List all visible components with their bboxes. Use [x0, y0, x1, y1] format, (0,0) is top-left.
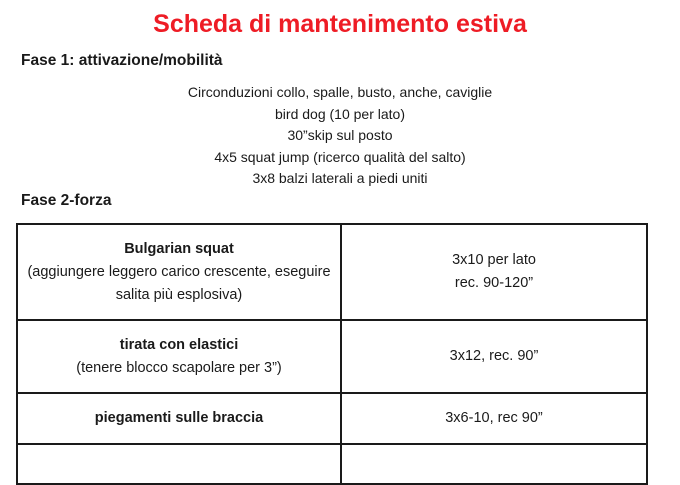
exercise-cell [17, 320, 341, 393]
page-title: Scheda di mantenimento estiva [153, 10, 527, 38]
exercise-cell [17, 444, 341, 484]
exercise-name: tirata con elastici [119, 336, 239, 353]
dose-cell [341, 444, 647, 484]
phase1-item: 30”skip sul posto [287, 127, 393, 144]
table-row [17, 320, 647, 393]
phase1-exercise-list [0, 82, 680, 190]
exercise-cell [17, 393, 341, 444]
exercise-cell [17, 224, 341, 320]
table-row [17, 224, 647, 320]
dose-line: 3x12, rec. 90” [449, 348, 539, 364]
exercise-name: Bulgarian squat [124, 240, 234, 257]
table-row [17, 444, 647, 484]
phase1-item: bird dog (10 per lato) [275, 105, 405, 122]
dose-line: 3x6-10, rec 90” [445, 410, 543, 426]
phase1-item: 3x8 balzi laterali a piedi uniti [252, 170, 428, 187]
dose-cell [341, 224, 647, 320]
table-row [17, 393, 647, 444]
phase2-heading: Fase 2-forza [21, 192, 112, 209]
exercise-note: (aggiungere leggero carico crescente, eseguire salita più esplosiva) [27, 263, 331, 303]
phase1-item: 4x5 squat jump (ricercо qualità del salto) [214, 148, 466, 165]
dose-line: rec. 90-120” [454, 275, 534, 291]
dose-cell [341, 320, 647, 393]
phase1-heading: Fase 1: attivazione/mobilità [21, 52, 223, 69]
dose-line: 3x10 per lato [452, 252, 536, 268]
exercise-name: piegamenti sulle braccia [94, 410, 264, 426]
exercise-note: (tenere blocco scapolare per 3”) [76, 359, 282, 376]
dose-cell [341, 393, 647, 444]
strength-table [16, 223, 648, 485]
phase1-item: Circonduzioni collo, spalle, busto, anche, caviglie [187, 84, 493, 100]
